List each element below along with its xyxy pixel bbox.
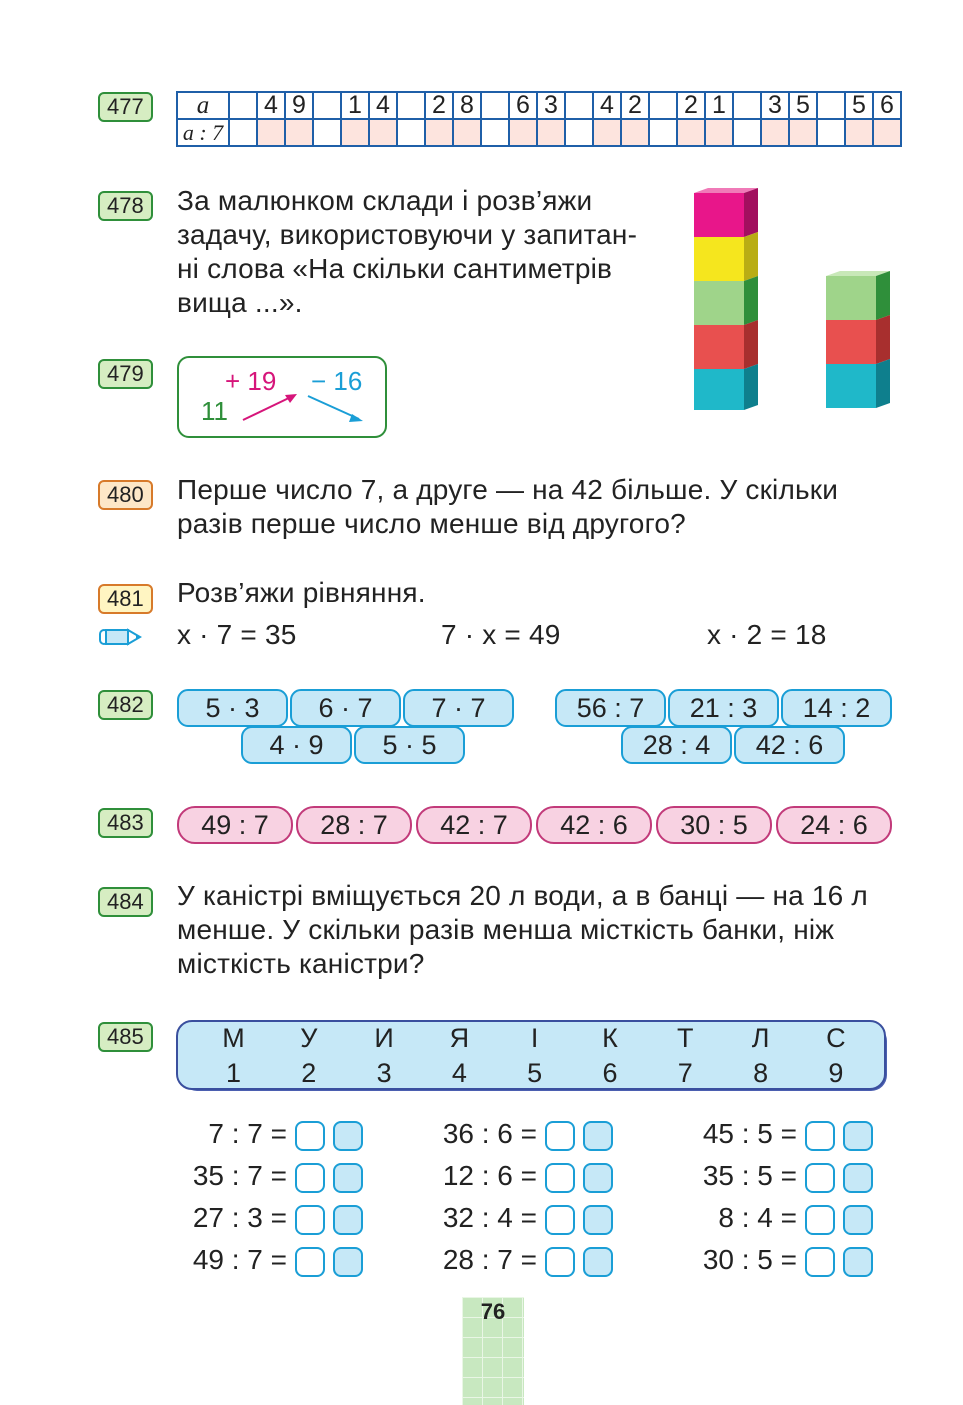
division-cloud: 30 : 5 bbox=[656, 806, 772, 844]
answer-box[interactable] bbox=[805, 1163, 835, 1193]
table-cell-value: 5 bbox=[845, 92, 873, 119]
expression-pill: 42 : 6 bbox=[734, 726, 845, 764]
answer-box[interactable] bbox=[583, 1205, 613, 1235]
table-cell-value: 1 bbox=[341, 92, 369, 119]
table-cell-value: 2 bbox=[677, 92, 705, 119]
table-cell-value bbox=[481, 92, 509, 119]
table-cell-value: 4 bbox=[369, 92, 397, 119]
answer-cell[interactable] bbox=[733, 119, 761, 146]
answer-box[interactable] bbox=[805, 1247, 835, 1277]
equation-1: x · 7 = 35 bbox=[177, 619, 297, 650]
answer-cell[interactable] bbox=[397, 119, 425, 146]
equation-text: 7 : 7 = bbox=[208, 1118, 287, 1149]
equation-row bbox=[177, 1156, 363, 1196]
exercise-number-481: 481 bbox=[98, 584, 153, 614]
cipher-digit: 4 bbox=[451, 1058, 467, 1088]
expression-pill: 4 · 9 bbox=[241, 726, 352, 764]
answer-box[interactable] bbox=[805, 1121, 835, 1151]
expression-pill: 56 : 7 bbox=[555, 689, 666, 727]
answer-cell[interactable] bbox=[369, 119, 397, 146]
page-number: 76 bbox=[480, 1299, 506, 1324]
table-cell-value bbox=[313, 92, 341, 119]
exercise-478-text bbox=[177, 184, 637, 320]
table-cell-value bbox=[733, 92, 761, 119]
answer-box[interactable] bbox=[843, 1205, 873, 1235]
chain-arrows bbox=[177, 356, 387, 436]
table-cell-value: 3 bbox=[761, 92, 789, 119]
cipher-digit: 7 bbox=[677, 1058, 693, 1088]
equation-row bbox=[177, 1114, 363, 1154]
chain-op-minus: − 16 bbox=[311, 366, 363, 396]
answer-cell[interactable] bbox=[621, 119, 649, 146]
answer-box[interactable] bbox=[545, 1121, 575, 1151]
exercise-number-479: 479 bbox=[98, 359, 153, 389]
text-line: місткість каністри? bbox=[177, 948, 425, 979]
cipher-digit: 9 bbox=[828, 1058, 844, 1088]
chain-start: 11 bbox=[201, 396, 228, 426]
table-cell-value: 9 bbox=[285, 92, 313, 119]
cipher-digit: 8 bbox=[753, 1058, 769, 1088]
answer-cell[interactable] bbox=[481, 119, 509, 146]
table-cell-value bbox=[817, 92, 845, 119]
cipher-letter: Я bbox=[449, 1023, 470, 1053]
cipher-letter: Л bbox=[751, 1023, 770, 1053]
equation-row bbox=[687, 1114, 873, 1154]
equation-row bbox=[427, 1198, 613, 1238]
answer-cell[interactable] bbox=[593, 119, 621, 146]
table-cell-value: 3 bbox=[537, 92, 565, 119]
text-line: задачу, використовуючи у запитан- bbox=[177, 219, 638, 250]
answer-cell[interactable] bbox=[229, 119, 257, 146]
table-cell-blank bbox=[229, 92, 257, 119]
table-cell-value: 4 bbox=[593, 92, 621, 119]
exercise-484-text bbox=[177, 879, 868, 981]
cipher-digit: 6 bbox=[602, 1058, 618, 1088]
answer-cell[interactable] bbox=[789, 119, 817, 146]
exercise-number-485: 485 bbox=[98, 1022, 153, 1052]
answer-box[interactable] bbox=[843, 1163, 873, 1193]
answer-cell[interactable] bbox=[649, 119, 677, 146]
table-cell-value: 6 bbox=[509, 92, 537, 119]
expression-pill: 6 · 7 bbox=[290, 689, 401, 727]
table-cell-value: 2 bbox=[621, 92, 649, 119]
cipher-letter: І bbox=[530, 1023, 539, 1053]
equation-text: 36 : 6 = bbox=[442, 1118, 537, 1149]
exercise-number-480: 480 bbox=[98, 480, 153, 510]
equation-3: x · 2 = 18 bbox=[707, 619, 827, 650]
answer-cell[interactable] bbox=[257, 119, 285, 146]
answer-box[interactable] bbox=[333, 1121, 363, 1151]
table-cell-value: 6 bbox=[873, 92, 901, 119]
exercise-number-477: 477 bbox=[98, 92, 153, 122]
answer-cell[interactable] bbox=[313, 119, 341, 146]
table-cell-value: 5 bbox=[789, 92, 817, 119]
text-line: разів перше число менше від другого? bbox=[177, 508, 686, 539]
answer-cell[interactable] bbox=[453, 119, 481, 146]
answer-box[interactable] bbox=[295, 1205, 325, 1235]
table-cell-value bbox=[397, 92, 425, 119]
equation-row bbox=[427, 1114, 613, 1154]
answer-cell[interactable] bbox=[537, 119, 565, 146]
tall-tower bbox=[694, 188, 758, 410]
equation-row bbox=[687, 1198, 873, 1238]
answer-cell[interactable] bbox=[761, 119, 789, 146]
expression-pill: 7 · 7 bbox=[403, 689, 514, 727]
answer-cell[interactable] bbox=[873, 119, 901, 146]
answer-box[interactable] bbox=[805, 1205, 835, 1235]
cipher-letter: С bbox=[826, 1023, 846, 1053]
exercise-number-483: 483 bbox=[98, 808, 153, 838]
expression-pill: 5 · 5 bbox=[354, 726, 465, 764]
division-cloud: 42 : 6 bbox=[536, 806, 652, 844]
cipher-digit: 1 bbox=[225, 1058, 242, 1088]
answer-box[interactable] bbox=[545, 1205, 575, 1235]
table-cell-value: 8 bbox=[453, 92, 481, 119]
answer-cell[interactable] bbox=[341, 119, 369, 146]
table-row-a bbox=[177, 92, 901, 119]
answer-box[interactable] bbox=[295, 1163, 325, 1193]
exercise-480-text bbox=[177, 473, 838, 541]
answer-box[interactable] bbox=[295, 1247, 325, 1277]
division-cloud: 24 : 6 bbox=[776, 806, 892, 844]
equation-row bbox=[427, 1240, 613, 1280]
answer-cell[interactable] bbox=[677, 119, 705, 146]
answer-box[interactable] bbox=[333, 1163, 363, 1193]
text-line: вища ...». bbox=[177, 287, 303, 318]
equation-text: 8 : 4 = bbox=[718, 1202, 797, 1233]
equation-text: 49 : 7 = bbox=[192, 1244, 287, 1275]
block-towers-illustration bbox=[690, 185, 900, 415]
text-line: У каністрі вміщується 20 л води, а в банці — на 16 л bbox=[177, 880, 868, 911]
answer-box[interactable] bbox=[545, 1247, 575, 1277]
table-cell-value bbox=[649, 92, 677, 119]
text-line: За малюнком склади і розв’яжи bbox=[177, 185, 593, 216]
answer-box[interactable] bbox=[583, 1247, 613, 1277]
cipher-digit: 2 bbox=[301, 1058, 317, 1088]
division-cloud: 49 : 7 bbox=[177, 806, 293, 844]
answer-cell[interactable] bbox=[425, 119, 453, 146]
table-cell-value: 2 bbox=[425, 92, 453, 119]
exercise-number-478: 478 bbox=[98, 191, 153, 221]
exercise-number-482: 482 bbox=[98, 690, 153, 720]
exercise-481-title: Розв’яжи рівняння. bbox=[177, 577, 426, 608]
expression-pill: 14 : 2 bbox=[781, 689, 892, 727]
equation-row bbox=[177, 1198, 363, 1238]
short-tower bbox=[826, 271, 890, 408]
answer-box[interactable] bbox=[333, 1205, 363, 1235]
equation-text: 35 : 5 = bbox=[702, 1160, 797, 1191]
equation-2: 7 · x = 49 bbox=[441, 619, 561, 650]
cipher-letter: М bbox=[222, 1023, 245, 1053]
table-row-a-div-7 bbox=[177, 119, 901, 146]
expression-pill: 5 · 3 bbox=[177, 689, 288, 727]
cipher-letter: И bbox=[374, 1023, 394, 1053]
table-cell-value: 4 bbox=[257, 92, 285, 119]
answer-box[interactable] bbox=[583, 1121, 613, 1151]
chain-op-plus: + 19 bbox=[225, 366, 277, 396]
answer-cell[interactable] bbox=[845, 119, 873, 146]
equation-row bbox=[687, 1240, 873, 1280]
equation-text: 45 : 5 = bbox=[702, 1118, 797, 1149]
answer-box[interactable] bbox=[843, 1247, 873, 1277]
equation-row bbox=[687, 1156, 873, 1196]
pencil-icon bbox=[98, 626, 144, 648]
expression-pill: 21 : 3 bbox=[668, 689, 779, 727]
answer-cell[interactable] bbox=[817, 119, 845, 146]
answer-box[interactable] bbox=[583, 1163, 613, 1193]
equation-text: 35 : 7 = bbox=[192, 1160, 287, 1191]
equation-text: 28 : 7 = bbox=[442, 1244, 537, 1275]
table-cell-value: 1 bbox=[705, 92, 733, 119]
division-table bbox=[176, 91, 902, 147]
table-cell-value bbox=[565, 92, 593, 119]
header-a: a bbox=[177, 92, 229, 119]
text-line: менше. У скільки разів менша місткість банки, ніж bbox=[177, 914, 835, 945]
answer-cell[interactable] bbox=[285, 119, 313, 146]
division-cloud: 28 : 7 bbox=[296, 806, 412, 844]
cipher-letter: Т bbox=[677, 1023, 694, 1053]
answer-cell[interactable] bbox=[565, 119, 593, 146]
cipher-digit: 3 bbox=[376, 1058, 392, 1088]
header-a-div-7: a : 7 bbox=[177, 119, 229, 146]
exercise-number-484: 484 bbox=[98, 887, 153, 917]
text-line: Перше число 7, а друге — на 42 більше. У скільки bbox=[177, 474, 839, 505]
equation-text: 32 : 4 = bbox=[442, 1202, 537, 1233]
cipher-letter: У bbox=[300, 1023, 318, 1053]
equation-text: 12 : 6 = bbox=[442, 1160, 537, 1191]
answer-cell[interactable] bbox=[705, 119, 733, 146]
text-line: ні слова «На скільки сантиметрів bbox=[177, 253, 613, 284]
answer-box[interactable] bbox=[545, 1163, 575, 1193]
answer-box[interactable] bbox=[843, 1121, 873, 1151]
answer-box[interactable] bbox=[295, 1121, 325, 1151]
cipher-digit: 5 bbox=[527, 1058, 543, 1088]
equation-text: 27 : 3 = bbox=[192, 1202, 287, 1233]
answer-box[interactable] bbox=[333, 1247, 363, 1277]
cipher-letter: К bbox=[602, 1023, 618, 1053]
answer-cell[interactable] bbox=[509, 119, 537, 146]
division-cloud: 42 : 7 bbox=[416, 806, 532, 844]
equation-row bbox=[427, 1156, 613, 1196]
expression-pill: 28 : 4 bbox=[621, 726, 732, 764]
equation-text: 30 : 5 = bbox=[702, 1244, 797, 1275]
equation-row bbox=[177, 1240, 363, 1280]
